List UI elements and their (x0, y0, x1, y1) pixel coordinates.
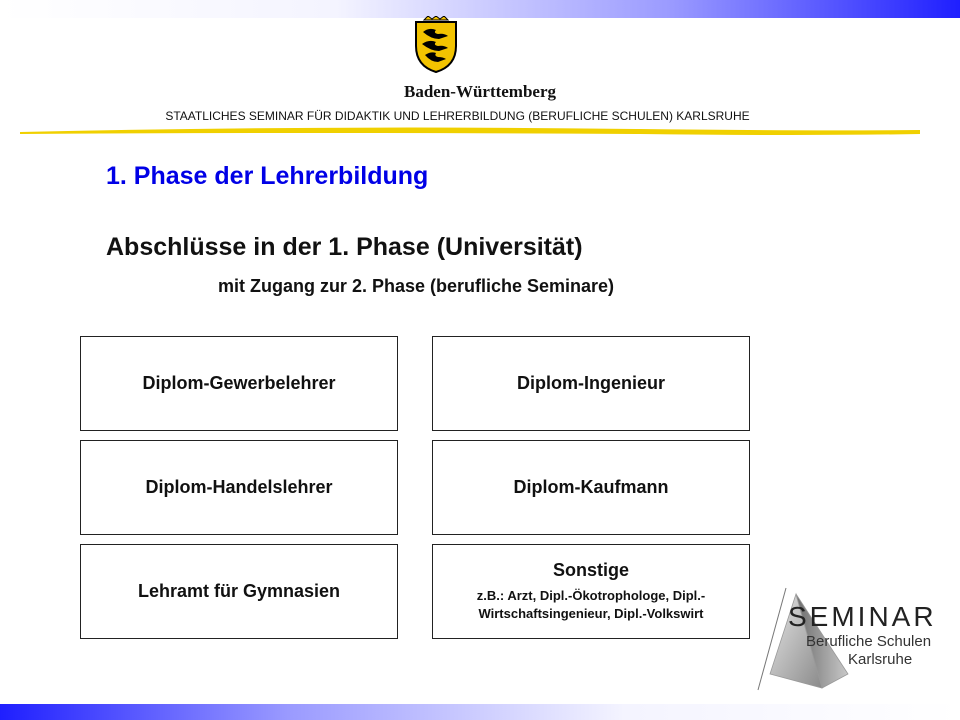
seminar-logo (756, 582, 946, 692)
header-divider (20, 121, 920, 139)
section-subheading: mit Zugang zur 2. Phase (berufliche Seminare) (217, 276, 615, 296)
box-diplom-ingenieur (432, 336, 750, 431)
box-diplom-handelslehrer (80, 440, 398, 535)
state-name: Baden-Württemberg (403, 82, 557, 101)
box-label: Lehramt für Gymnasien (137, 581, 341, 601)
box-label: Diplom-Kaufmann (513, 477, 669, 497)
box-diplom-kaufmann (432, 440, 750, 535)
seminar-name: STAATLICHES SEMINAR FÜR DIDAKTIK UND LEHRERBILDUNG (BERUFLICHE SCHULEN) KARLSRUHE (165, 109, 750, 123)
box-detail-line-2: Wirtschaftsingenieur, Dipl.-Volkswirt (478, 606, 704, 621)
box-label: Diplom-Handelslehrer (145, 477, 333, 497)
logo-word: SEMINAR (788, 601, 937, 632)
bottom-gradient-bar (0, 704, 960, 720)
logo-line-1: Berufliche Schulen (806, 633, 932, 650)
section-heading: Abschlüsse in der 1. Phase (Universität) (106, 233, 583, 261)
box-title: Sonstige (552, 560, 629, 580)
coat-of-arms-icon (413, 16, 459, 74)
logo-line-2: Karlsruhe (848, 651, 913, 668)
box-diplom-gewerbelehrer (80, 336, 398, 431)
top-gradient-bar (0, 0, 960, 18)
box-label: Diplom-Ingenieur (517, 373, 665, 393)
box-label: Diplom-Gewerbelehrer (142, 373, 336, 393)
box-sonstige (432, 544, 750, 639)
box-detail-line-1: z.B.: Arzt, Dipl.-Ökotrophologe, Dipl.- (476, 588, 706, 603)
box-lehramt-gymnasien (80, 544, 398, 639)
page-title: 1. Phase der Lehrerbildung (106, 162, 429, 190)
